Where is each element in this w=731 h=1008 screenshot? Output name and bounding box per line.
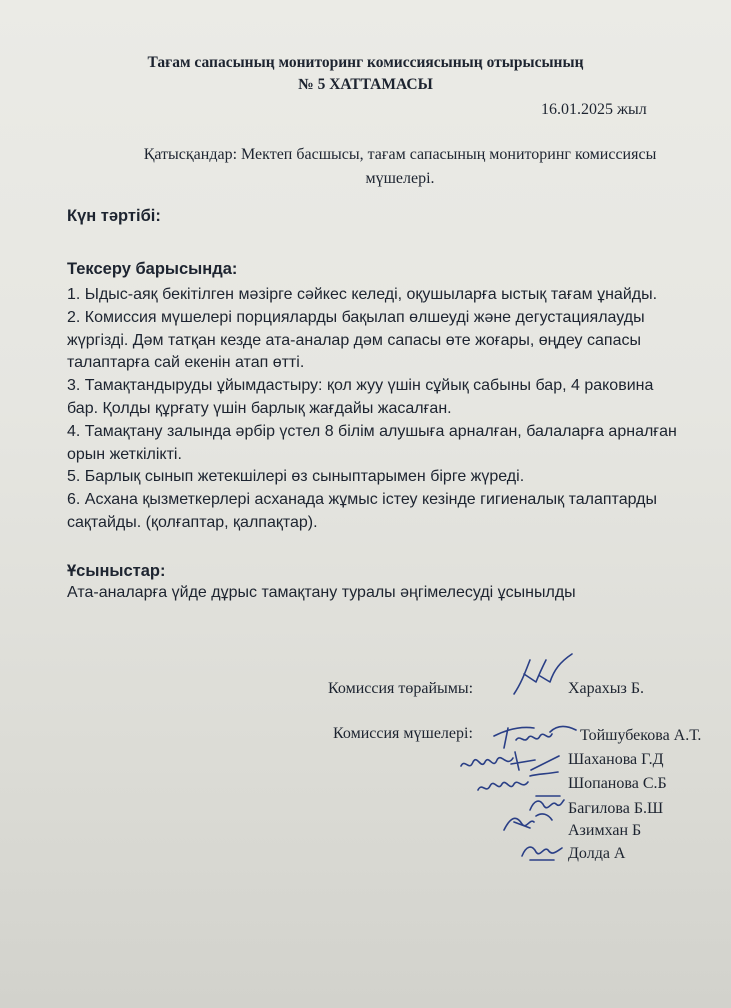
document-title: Тағам сапасының мониторинг комиссиясының отырысының [147,54,584,71]
member-name: Шаханова Г.Д [568,751,664,768]
list-item: сақтайды. (қолғаптар, қалпақтар). [67,513,318,531]
participants-line-1: Қатысқандар: Мектеп басшысы, тағам сапасының мониторинг комиссиясы [143,146,657,163]
list-item: 5. Барлық сынып жетекшілері өз сыныптарымен бірге жүреді. [67,468,525,486]
agenda-heading: Күн тәртібі: [67,207,161,225]
member-signature [500,808,556,838]
recommendation-text: Ата-аналарға үйде дұрыс тамақтану туралы әңгімелесуді ұсынылды [67,584,576,601]
document-date: 16.01.2025 жыл [541,101,647,118]
list-item: бар. Қолды құрғату үшін барлық жағдайы жасалған. [67,399,452,417]
list-item: 4. Тамақтану залында әрбір үстел 8 білім алушыға арналған, балаларға арналған [67,422,677,440]
recommendations-heading: Ұсыныстар: [67,562,166,580]
chair-name: Харахыз Б. [568,680,645,697]
list-item: 2. Комиссия мүшелері порцияларды бақылап өлшеуді және дегустациялауды [67,308,645,326]
inspection-list [67,284,707,535]
member-name: Багилова Б.Ш [568,800,664,817]
member-signature [518,838,566,864]
member-name: Шопанова С.Б [568,775,667,792]
list-item: 3. Тамақтандыруды ұйымдастыру: қол жуу үшін сұйық сабыны бар, 4 раковина [67,377,654,395]
participants-line-2: мүшелері. [365,170,435,187]
member-name: Долда А [568,845,626,862]
member-name: Тойшубекова А.Т. [580,727,702,744]
list-item: жүргізді. Дәм татқан кезде ата-аналар дәм сапасы өте жоғары, өңдеу сапасы [67,331,641,349]
list-item: 1. Ыдыс-аяқ бекітілген мәзірге сәйкес келеді, оқушыларға ыстық тағам ұнайды. [67,286,658,303]
inspection-heading: Тексеру барысында: [67,260,238,278]
list-item: талаптарға сай екенін атап өтті. [67,354,305,372]
list-item: орын жеткілікті. [67,445,182,463]
list-item: 6. Асхана қызметкерлері асханада жұмыс істеу кезінде гигиеналық талаптарды [67,491,657,509]
member-name: Азимхан Б [568,822,642,839]
protocol-number: № 5 ХАТТАМАСЫ [298,76,433,93]
members-label: Комиссия мүшелері: [333,725,473,742]
chair-signature [510,652,580,700]
chair-label: Комиссия төрайымы: [328,680,474,697]
participants [70,143,730,191]
